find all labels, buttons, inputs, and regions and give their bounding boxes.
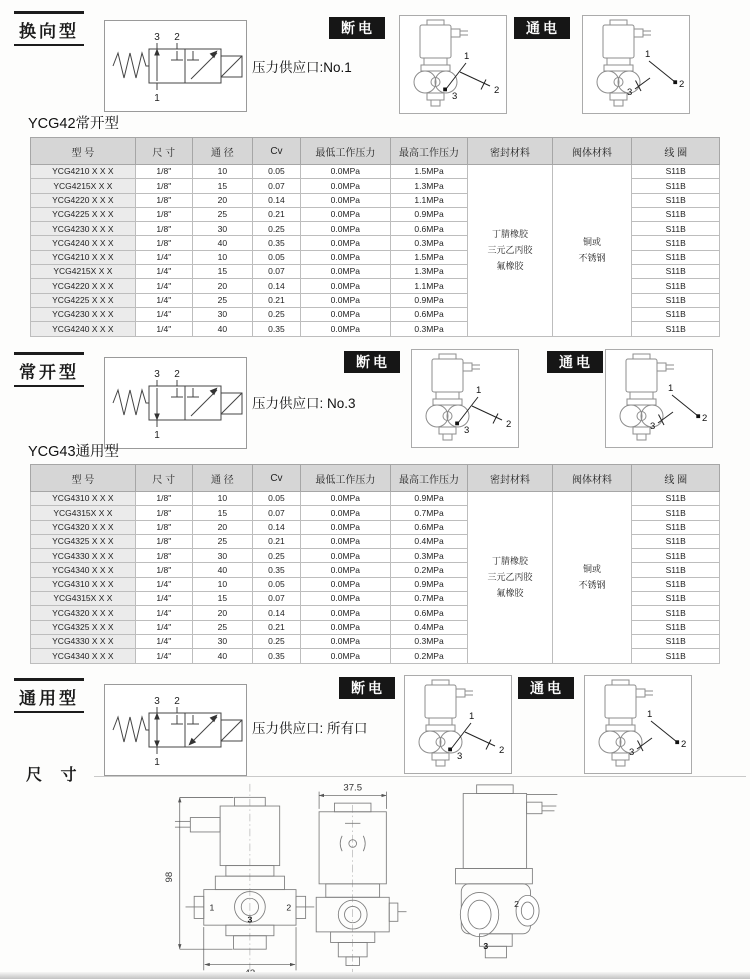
svg-text:2: 2 [681,739,687,750]
cell-min-pressure: 0.0MPa [301,592,391,606]
svg-text:3: 3 [650,421,656,432]
cell-size: 1/4" [135,634,192,648]
column-header: 最高工作压力 [390,138,468,165]
valve-illustration-deenergized [411,349,519,448]
cell-min-pressure: 0.0MPa [301,520,391,534]
power-off-badge: 断电 [339,677,395,699]
cell-bore: 10 [192,577,252,591]
cell-min-pressure: 0.0MPa [301,307,391,321]
cell-size: 1/8" [135,236,192,250]
cell-coil: S11B [632,563,720,577]
cell-cv: 0.35 [252,322,300,336]
valve-illustration-deenergized [404,675,512,774]
spec-table-title: YCG43通用型 [28,444,120,460]
cell-model: YCG4315X X X [31,592,136,606]
cell-cv: 0.25 [252,549,300,563]
cell-bore: 25 [192,207,252,221]
cell-size: 1/8" [135,193,192,207]
cell-cv: 0.05 [252,165,300,179]
svg-text:1: 1 [668,383,674,394]
cell-size: 1/4" [135,577,192,591]
cell-cv: 0.25 [252,222,300,236]
pressure-port-label: 压力供应口: 所有口 [252,721,368,736]
valve-illustration-energized [605,349,713,448]
cell-coil: S11B [632,279,720,293]
cell-model: YCG4325 X X X [31,620,136,634]
cell-model: YCG4320 X X X [31,606,136,620]
cell-bore: 15 [192,179,252,193]
cell-cv: 0.25 [252,307,300,321]
svg-text:3: 3 [154,696,160,707]
svg-text:2: 2 [679,79,685,90]
port2-label: 2 [514,898,519,909]
column-header: 最低工作压力 [301,465,391,492]
cell-min-pressure: 0.0MPa [301,279,391,293]
cell-max-pressure: 0.7MPa [390,592,468,606]
cell-max-pressure: 1.3MPa [390,265,468,279]
port3-label: 3 [247,914,253,925]
cell-max-pressure: 1.1MPa [390,193,468,207]
cell-cv: 0.35 [252,649,300,663]
cell-cv: 0.21 [252,207,300,221]
cell-seal-material: 丁腈橡胶 三元乙丙胶 氟橡胶 [468,492,552,664]
cell-coil: S11B [632,534,720,548]
cell-model: YCG4230 X X X [31,222,136,236]
cell-coil: S11B [632,322,720,336]
svg-text:2: 2 [174,369,180,380]
power-off-badge: 断电 [344,351,400,373]
cell-coil: S11B [632,649,720,663]
cell-min-pressure: 0.0MPa [301,649,391,663]
cell-cv: 0.35 [252,236,300,250]
cell-model: YCG4225 X X X [31,207,136,221]
drawing-perspective-view [456,785,558,958]
cell-size: 1/4" [135,307,192,321]
cell-min-pressure: 0.0MPa [301,577,391,591]
cell-bore: 20 [192,279,252,293]
cell-cv: 0.21 [252,620,300,634]
power-on-badge: 通电 [514,17,570,39]
drawing-side-view [316,803,406,974]
cell-bore: 15 [192,506,252,520]
cell-cv: 0.07 [252,179,300,193]
cell-size: 1/8" [135,506,192,520]
dimension-drawings [150,782,590,978]
column-header: 通 径 [192,138,252,165]
cell-model: YCG4240 X X X [31,236,136,250]
cell-max-pressure: 0.6MPa [390,222,468,236]
cell-min-pressure: 0.0MPa [301,193,391,207]
cell-bore: 15 [192,592,252,606]
svg-text:1: 1 [476,385,482,396]
svg-text:1: 1 [154,430,160,441]
cell-min-pressure: 0.0MPa [301,606,391,620]
cell-coil: S11B [632,236,720,250]
cell-min-pressure: 0.0MPa [301,322,391,336]
cell-model: YCG4310 X X X [31,577,136,591]
cell-max-pressure: 0.9MPa [390,492,468,506]
cell-cv: 0.21 [252,534,300,548]
cell-bore: 40 [192,649,252,663]
cell-model: YCG4210 X X X [31,165,136,179]
cell-model: YCG4325 X X X [31,534,136,548]
cell-max-pressure: 0.6MPa [390,307,468,321]
cell-bore: 30 [192,222,252,236]
cell-size: 1/8" [135,165,192,179]
section-title-universal: 通用型 [14,678,84,713]
cell-size: 1/4" [135,293,192,307]
power-off-badge: 断电 [329,17,385,39]
dim-depth-label: 37.5 [343,782,363,794]
cell-min-pressure: 0.0MPa [301,620,391,634]
column-header: 最低工作压力 [301,138,391,165]
valve-symbol-normally-open [104,357,247,449]
cell-bore: 30 [192,549,252,563]
cell-bore: 20 [192,193,252,207]
svg-text:2: 2 [499,745,505,756]
column-header: 线 圈 [632,465,720,492]
cell-bore: 10 [192,250,252,264]
dim-height-label: 98 [164,871,176,883]
cell-size: 1/4" [135,620,192,634]
drawing-front-view [175,784,314,972]
cell-model: YCG4340 X X X [31,649,136,663]
svg-text:3: 3 [464,425,470,436]
column-header: 密封材料 [468,465,552,492]
cell-model: YCG4210 X X X [31,250,136,264]
cell-coil: S11B [632,207,720,221]
cell-coil: S11B [632,165,720,179]
valve-illustration-energized [582,15,690,114]
cell-max-pressure: 0.9MPa [390,207,468,221]
cell-cv: 0.14 [252,193,300,207]
svg-text:1: 1 [645,49,651,60]
cell-size: 1/4" [135,279,192,293]
cell-bore: 10 [192,165,252,179]
cell-min-pressure: 0.0MPa [301,549,391,563]
svg-text:2: 2 [174,32,180,43]
svg-text:3: 3 [457,751,463,762]
cell-size: 1/4" [135,265,192,279]
cell-max-pressure: 1.3MPa [390,179,468,193]
cell-size: 1/4" [135,592,192,606]
cell-coil: S11B [632,520,720,534]
cell-coil: S11B [632,634,720,648]
cell-max-pressure: 0.2MPa [390,649,468,663]
svg-text:3: 3 [629,747,635,758]
cell-min-pressure: 0.0MPa [301,563,391,577]
cell-model: YCG4215X X X [31,179,136,193]
column-header: 最高工作压力 [390,465,468,492]
cell-coil: S11B [632,606,720,620]
scan-bottom-edge [0,972,750,979]
column-header: 阀体材料 [552,138,632,165]
svg-text:2: 2 [506,419,512,430]
cell-cv: 0.14 [252,606,300,620]
svg-text:1: 1 [154,757,160,768]
svg-text:1: 1 [154,93,160,104]
cell-coil: S11B [632,620,720,634]
column-header: 型 号 [31,138,136,165]
cell-size: 1/8" [135,492,192,506]
cell-min-pressure: 0.0MPa [301,222,391,236]
cell-coil: S11B [632,506,720,520]
cell-coil: S11B [632,265,720,279]
column-header: 尺 寸 [135,138,192,165]
spec-table [30,464,720,664]
cell-coil: S11B [632,492,720,506]
cell-cv: 0.05 [252,250,300,264]
cell-min-pressure: 0.0MPa [301,207,391,221]
column-header: 型 号 [31,465,136,492]
svg-text:3: 3 [154,32,160,43]
cell-max-pressure: 0.3MPa [390,634,468,648]
valve-illustration-energized [584,675,692,774]
svg-text:1: 1 [464,51,470,62]
cell-body-material: 铜或 不锈钢 [552,492,632,664]
cell-cv: 0.07 [252,506,300,520]
cell-min-pressure: 0.0MPa [301,506,391,520]
svg-text:1: 1 [647,709,653,720]
column-header: 尺 寸 [135,465,192,492]
cell-bore: 20 [192,606,252,620]
cell-max-pressure: 1.5MPa [390,165,468,179]
cell-size: 1/8" [135,520,192,534]
cell-bore: 15 [192,265,252,279]
cell-body-material: 铜或 不锈钢 [552,165,632,337]
spec-row [31,165,720,179]
cell-coil: S11B [632,307,720,321]
cell-max-pressure: 0.3MPa [390,236,468,250]
cell-bore: 25 [192,293,252,307]
cell-coil: S11B [632,222,720,236]
column-header: 通 径 [192,465,252,492]
cell-bore: 30 [192,307,252,321]
cell-min-pressure: 0.0MPa [301,165,391,179]
cell-size: 1/8" [135,549,192,563]
spec-table-title: YCG42常开型 [28,116,120,132]
cell-cv: 0.21 [252,293,300,307]
port2-label: 2 [286,902,292,913]
cell-bore: 25 [192,534,252,548]
cell-cv: 0.07 [252,592,300,606]
cell-seal-material: 丁腈橡胶 三元乙丙胶 氟橡胶 [468,165,552,337]
cell-cv: 0.05 [252,492,300,506]
port3-label: 3 [483,941,489,952]
cell-max-pressure: 0.4MPa [390,620,468,634]
section-title-normally-open: 常开型 [14,352,84,387]
cell-min-pressure: 0.0MPa [301,236,391,250]
cell-cv: 0.35 [252,563,300,577]
column-header: 阀体材料 [552,465,632,492]
cell-bore: 25 [192,620,252,634]
cell-cv: 0.05 [252,577,300,591]
cell-max-pressure: 1.1MPa [390,279,468,293]
column-header: 线 圈 [632,138,720,165]
cell-coil: S11B [632,577,720,591]
cell-model: YCG4340 X X X [31,563,136,577]
cell-coil: S11B [632,592,720,606]
spec-table-wrap [30,137,720,337]
svg-text:2: 2 [494,85,500,96]
cell-model: YCG4220 X X X [31,279,136,293]
cell-bore: 40 [192,563,252,577]
cell-size: 1/8" [135,222,192,236]
pressure-port-label: 压力供应口:No.1 [252,60,352,75]
cell-model: YCG4220 X X X [31,193,136,207]
svg-text:2: 2 [174,696,180,707]
cell-coil: S11B [632,179,720,193]
cell-size: 1/8" [135,207,192,221]
power-on-badge: 通电 [518,677,574,699]
cell-model: YCG4230 X X X [31,307,136,321]
cell-min-pressure: 0.0MPa [301,179,391,193]
cell-coil: S11B [632,293,720,307]
column-header: 密封材料 [468,138,552,165]
svg-text:1: 1 [469,711,475,722]
section-title-reversing: 换向型 [14,11,84,46]
cell-max-pressure: 1.5MPa [390,250,468,264]
cell-bore: 40 [192,322,252,336]
cell-size: 1/4" [135,322,192,336]
valve-illustration-deenergized [399,15,507,114]
cell-size: 1/8" [135,534,192,548]
dimensions-title: 尺 寸 [26,767,84,784]
svg-text:3: 3 [154,369,160,380]
svg-text:2: 2 [702,413,708,424]
cell-bore: 30 [192,634,252,648]
cell-coil: S11B [632,193,720,207]
cell-max-pressure: 0.6MPa [390,606,468,620]
cell-max-pressure: 0.7MPa [390,506,468,520]
cell-bore: 10 [192,492,252,506]
cell-min-pressure: 0.0MPa [301,492,391,506]
cell-size: 1/8" [135,179,192,193]
cell-model: YCG4330 X X X [31,549,136,563]
cell-bore: 20 [192,520,252,534]
cell-max-pressure: 0.9MPa [390,293,468,307]
cell-model: YCG4315X X X [31,506,136,520]
cell-size: 1/8" [135,563,192,577]
cell-cv: 0.14 [252,279,300,293]
svg-text:3: 3 [452,91,458,102]
cell-max-pressure: 0.4MPa [390,534,468,548]
cell-min-pressure: 0.0MPa [301,250,391,264]
column-header: Cv [252,465,300,492]
cell-min-pressure: 0.0MPa [301,293,391,307]
spec-table-wrap [30,464,720,664]
valve-symbol-universal [104,684,247,776]
cell-cv: 0.14 [252,520,300,534]
cell-cv: 0.07 [252,265,300,279]
cell-max-pressure: 0.6MPa [390,520,468,534]
cell-size: 1/4" [135,606,192,620]
cell-model: YCG4310 X X X [31,492,136,506]
cell-min-pressure: 0.0MPa [301,534,391,548]
cell-coil: S11B [632,250,720,264]
spec-row [31,492,720,506]
valve-symbol-reversing [104,20,247,112]
dimensions-rule [94,776,746,777]
cell-max-pressure: 0.3MPa [390,549,468,563]
cell-max-pressure: 0.3MPa [390,322,468,336]
cell-model: YCG4240 X X X [31,322,136,336]
cell-model: YCG4320 X X X [31,520,136,534]
cell-model: YCG4330 X X X [31,634,136,648]
spec-table [30,137,720,337]
cell-min-pressure: 0.0MPa [301,634,391,648]
pressure-port-label: 压力供应口: No.3 [252,396,356,411]
cell-max-pressure: 0.9MPa [390,577,468,591]
cell-coil: S11B [632,549,720,563]
svg-text:3: 3 [627,87,633,98]
cell-model: YCG4225 X X X [31,293,136,307]
cell-size: 1/4" [135,649,192,663]
cell-bore: 40 [192,236,252,250]
port1-label: 1 [209,902,215,913]
cell-cv: 0.25 [252,634,300,648]
column-header: Cv [252,138,300,165]
cell-model: YCG4215X X X [31,265,136,279]
cell-max-pressure: 0.2MPa [390,563,468,577]
power-on-badge: 通电 [547,351,603,373]
cell-size: 1/4" [135,250,192,264]
cell-min-pressure: 0.0MPa [301,265,391,279]
